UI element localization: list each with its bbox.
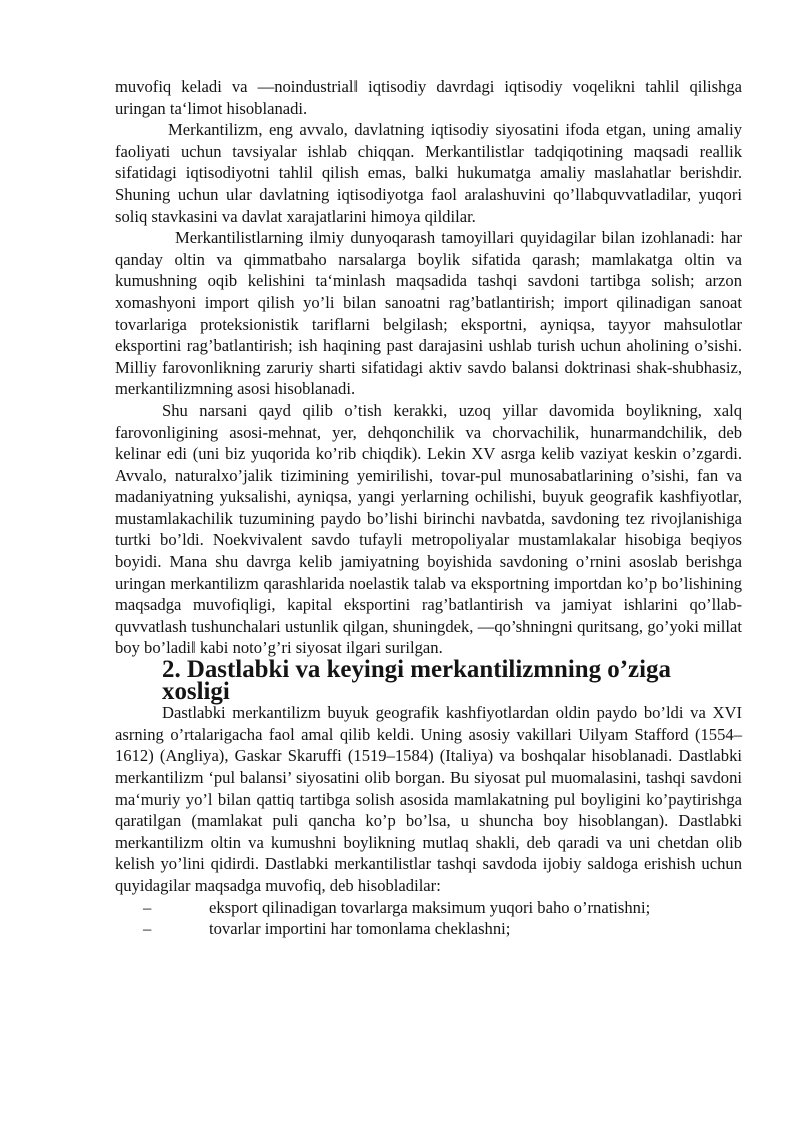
section-heading: 2. Dastlabki va keyingi merkantilizmning o’ziga xosligi — [162, 656, 671, 705]
goals-list — [115, 897, 742, 940]
paragraph-history: Shu narsani qayd qilib o’tish kerakki, uzoq yillar davomida boylikning, xalq farovonligining asosi-mehnat, yer, dehqonchilik va chorvachilik, hunarmandchilik, deb kelinar edi (uni biz yuqorida ko’rib chiqdik). Lekin XV asrga kelib vaziyat keskin o’zgardi. Avvalo, naturalxo’jalik tizimining yemirilishi, tovar-pul munosabatlarining o’sishi, fan va madaniyatning yuksalishi, ayniqsa, yangi yerlarning ochilishi, buyuk geografik kashfiyotlar, mustamlakachilik tuzumining paydo bo’lishi birinchi navbatda, savdoning tez rivojlanishiga turtki bo’ldi. Noekvivalent savdo tufayli metropoliyalar mustamlakalar hisobiga beqiyos boyidi. Mana shu davrga kelib jamiyatning boyishida savdoning o’rnini asoslab berishga uringan merkantilizm qarashlarida noelastik talab va eksportning importdan ko’p bo’lishining maqsadga muvofiqligi, kapital eksportini rag’batlantirish va jamiyat ishlarini qo’llab-quvvatlash tushunchalari ustunlik qilgan, shuningdek, ―qo’shningni quritsang, go’yoki millat boy bo’ladi‖ kabi noto’g’ri siyosat ilgari surilgan. — [115, 400, 742, 658]
paragraph-continuation: muvofiq keladi va ―noindustrial‖ iqtisodiy davrdagi iqtisodiy voqelikni tahlil qilishga uringan ta‘limot hisoblanadi. — [115, 77, 742, 118]
list-item — [115, 897, 742, 919]
list-marker: – — [143, 897, 152, 917]
list-marker: – — [143, 919, 152, 939]
document-body — [115, 76, 742, 940]
paragraph-merkantilizm-policy: Merkantilizm, eng avvalo, davlatning iqtisodiy siyosatini ifoda etgan, uning amaliy faoliyati uchun tavsiyalar ishlab chiqqan. Merkantilistlar tadqiqotining maqsadi reallik sifatidagi iqtisodiyotni tahlil qilish emas, balki hukumatga amaliy maslahatlar berishdir. Shuning uchun ular davlatning iqtisodiyotga faol aralashuvini qo’llabquvvatladilar, yuqori soliq stavkasini va davlat xarajatlarini himoya qildilar. — [115, 120, 742, 226]
paragraph-early-merkantilizm: Dastlabki merkantilizm buyuk geografik kashfiyotlardan oldin paydo bo’ldi va XVI asrning o’rtalarigacha faol amal qilib keldi. Uning asosiy vakillari Uilyam Stafford (1554–1612) (Angliya), Gaskar Skaruffi (1519–1584) (Italiya) va boshqalar hisoblanadi. Dastlabki merkantilizm ‘pul balansi’ siyosatini olib borgan. Bu siyosat pul muomalasini, tashqi savdoni ma‘muriy yo’l bilan qattiq tartibga solish asosida mamlakatning pul boyligini ko’paytirishga qaratilgan (mamlakat puli qancha ko’p bo’lsa, u shuncha boy hisoblangan). Dastlabki merkantilizm oltin va kumushni boylikning mutlaq shakli, deb qaradi va uni chetdan olib kelish yo’lini qidirdi. Dastlabki merkantilistlar tashqi savdoda ijobiy saldoga erishish uchun quyidagilar maqsadga muvofiq, deb hisobladilar: — [115, 703, 742, 895]
list-item — [115, 918, 742, 940]
list-item-text: tovarlar importini har tomonlama cheklashni; — [209, 919, 511, 939]
paragraph-principles: Merkantilistlarning ilmiy dunyoqarash tamoyillari quyidagilar bilan izohlanadi: har qanday oltin va qimmatbaho narsalarga boylik sifatida qarash; mamlakatga oltin va kumushning oqib kelishini ta‘minlash maqsadida tashqi savdoni tartibga solish; arzon xomashyoni import qilish yo’li bilan sanoatni rag’batlantirish; import qilinadigan sanoat tovarlariga proteksionistik tariflarni belgilash; eksportni, ayniqsa, tayyor mahsulotlar eksportini rag’batlantirish; ish haqining past darajasini ushlab turish uchun aholining o’sishi. Milliy farovonlikning zaruriy sharti sifatidagi aktiv savdo balansi doktrinasi shak-shubhasiz, merkantilizmning asosi hisoblanadi. — [115, 228, 742, 399]
list-item-text: eksport qilinadigan tovarlarga maksimum yuqori baho o’rnatishni; — [209, 897, 651, 917]
